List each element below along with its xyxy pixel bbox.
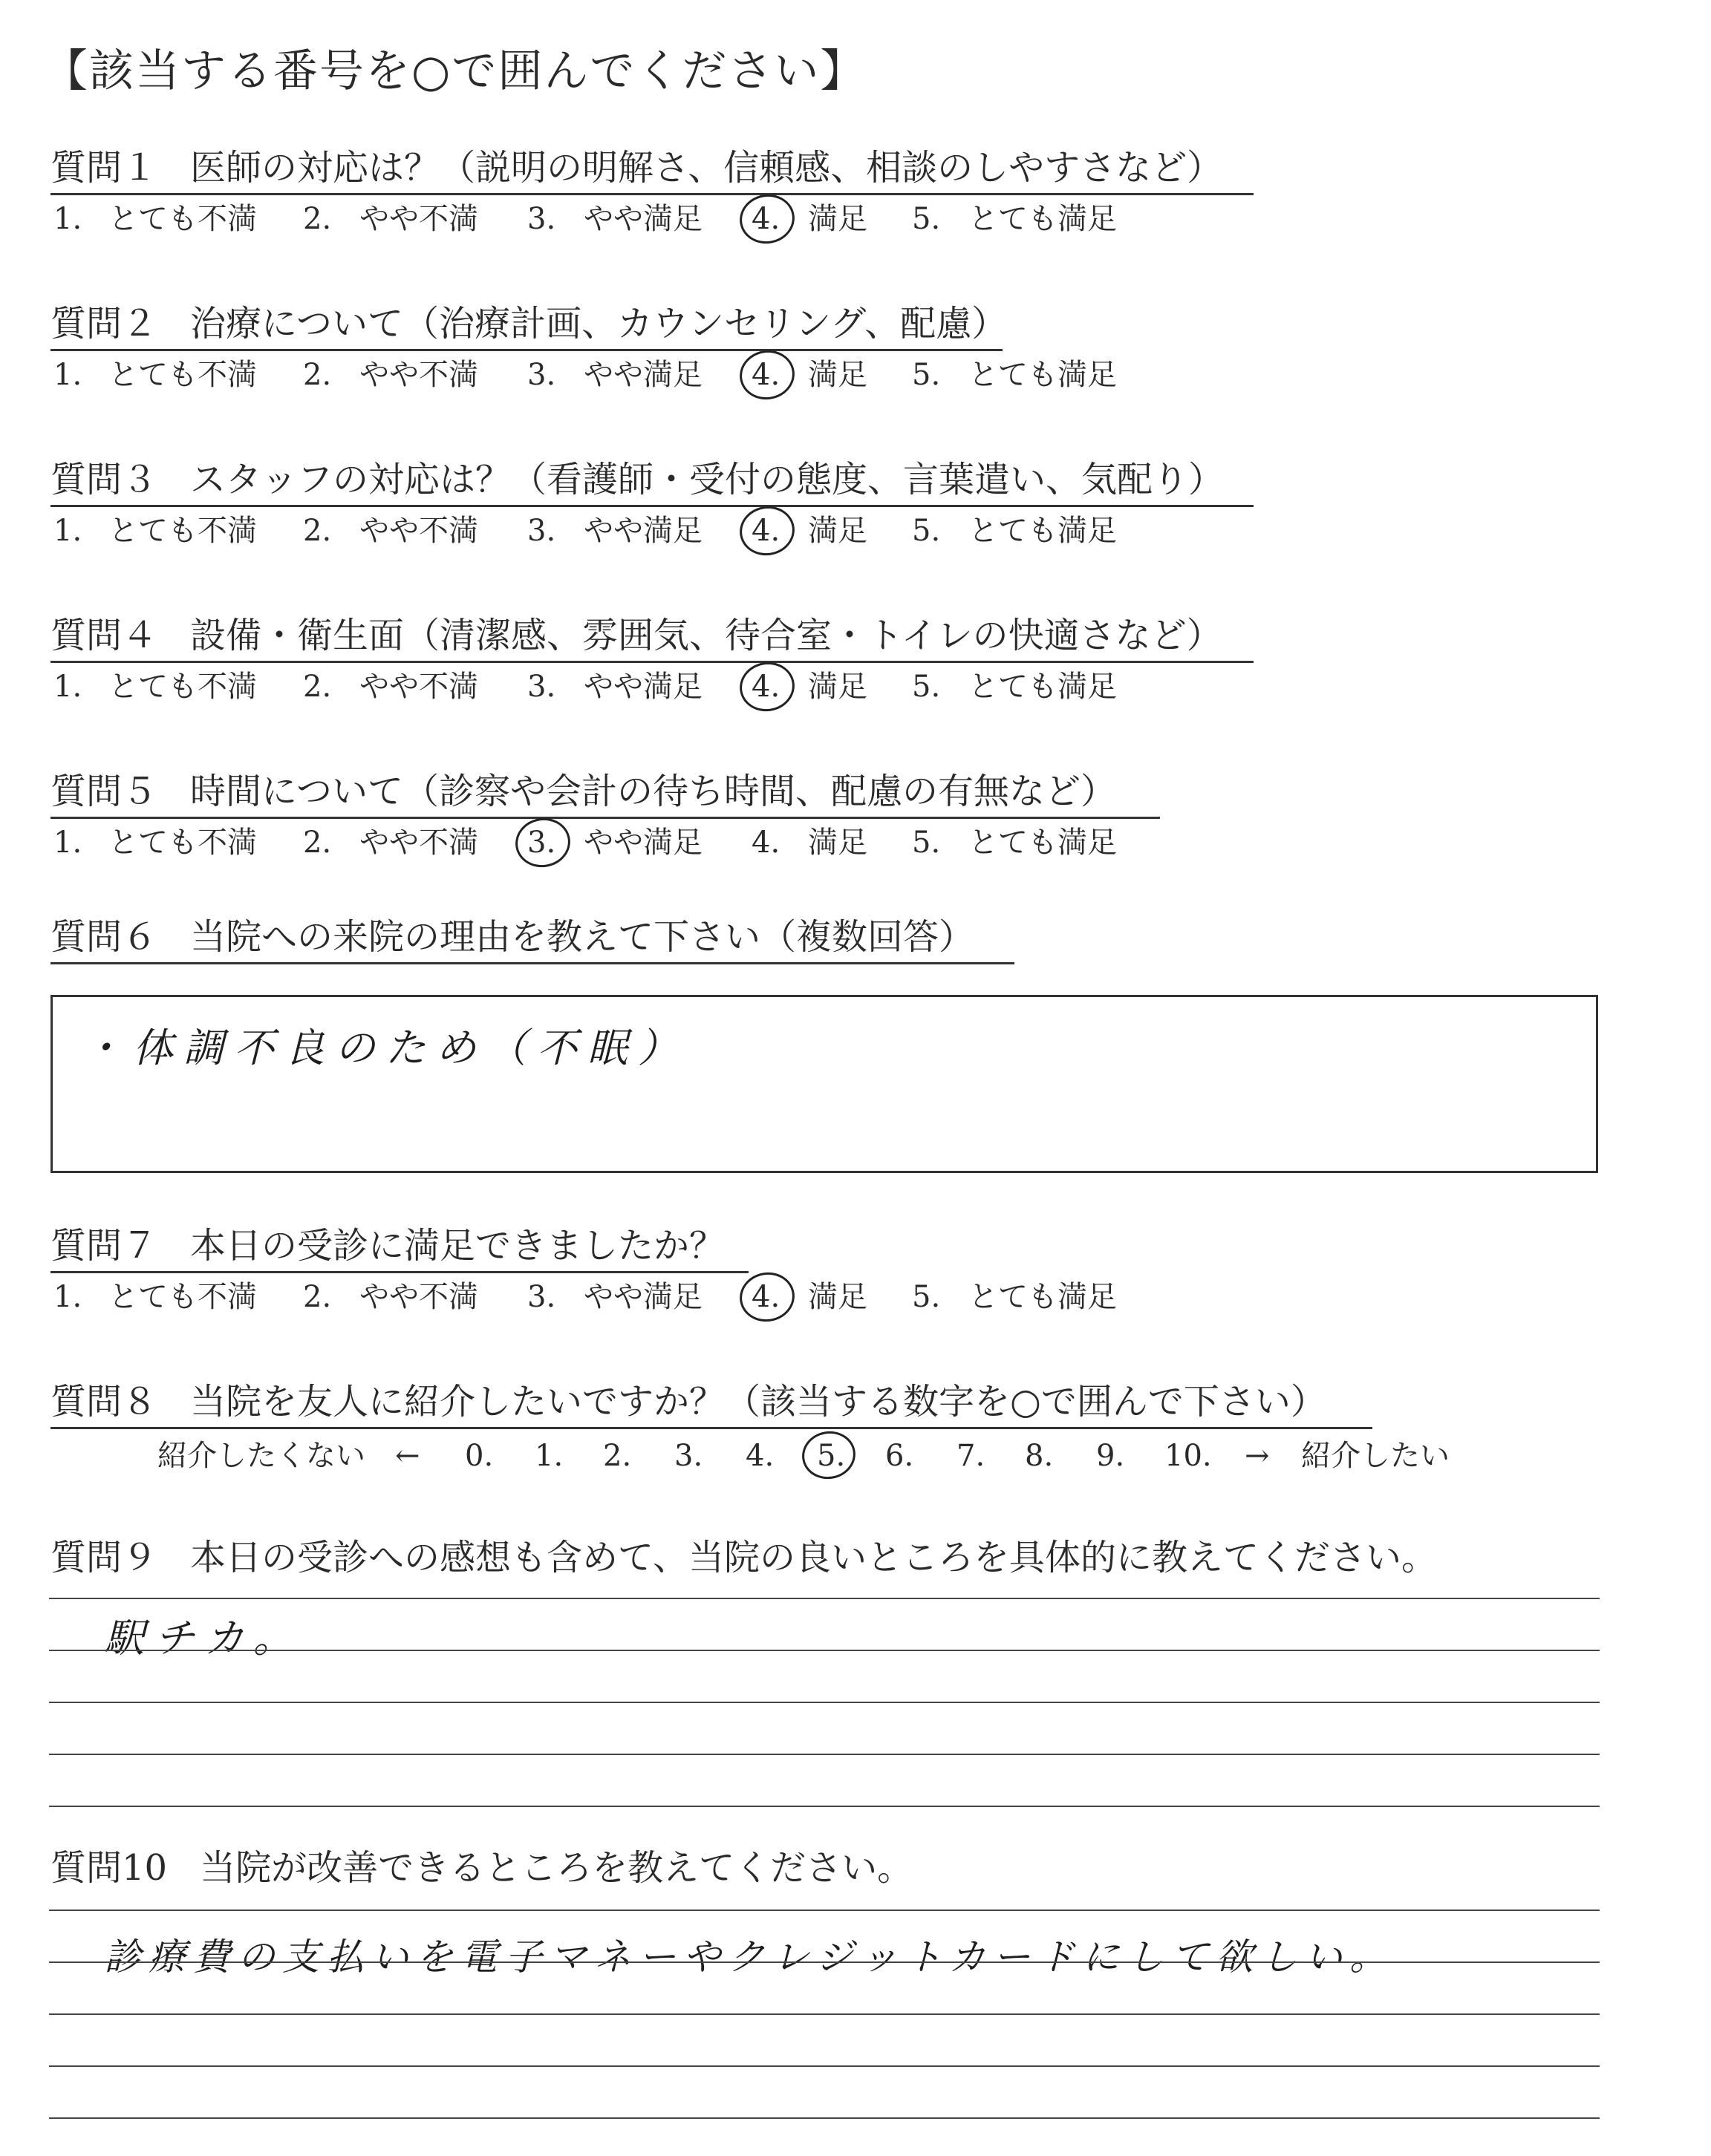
question-6-answer-box[interactable] — [50, 995, 1598, 1173]
question-4-option-number-3[interactable]: 3. — [527, 670, 556, 704]
question-4-selected-circle — [736, 658, 798, 716]
question-6-handwritten-answer: ・体調不良のため（不眠） — [82, 1025, 688, 1071]
question-2-option-label-4.5[interactable]: 満足 — [808, 358, 867, 392]
form-heading: 【該当する番号を○で囲んでください】 — [43, 45, 867, 97]
question-text: 本日の受診に満足できましたか？ — [190, 1225, 726, 1267]
question-7-option-label-2.5[interactable]: やや不満 — [359, 1280, 478, 1314]
question-7-selected-circle — [736, 1268, 798, 1326]
question-1-option-number-3[interactable]: 3. — [527, 202, 556, 236]
question-2-option-number-5[interactable]: 5. — [912, 358, 941, 392]
question-number: 質問８ — [50, 1381, 158, 1422]
question-2-option-label-3.5[interactable]: やや満足 — [584, 358, 703, 392]
question-5-selected-circle — [512, 814, 574, 872]
question-9-title — [50, 1535, 1437, 1580]
question-5-option-number-2[interactable]: 2. — [303, 826, 332, 860]
question-number: 質問４ — [50, 615, 158, 656]
question-1-option-label-4.5[interactable]: 満足 — [808, 202, 867, 236]
question-10-title — [50, 1846, 913, 1890]
question-10-answer-line[interactable] — [49, 2013, 1600, 2015]
question-5-option-number-1[interactable]: 1. — [53, 826, 82, 860]
question-10-answer-line[interactable] — [49, 1961, 1600, 1963]
question-number: 質問６ — [50, 916, 158, 958]
question-4-option-number-5[interactable]: 5. — [912, 670, 941, 704]
question-3-option-label-4.5[interactable]: 満足 — [808, 514, 867, 548]
question-5-option-label-4.5[interactable]: 満足 — [808, 826, 867, 860]
question-1-option-number-2[interactable]: 2. — [303, 202, 332, 236]
question-text: 本日の受診への感想も含めて、当院の良いところを具体的に教えてください。 — [190, 1537, 1438, 1578]
question-5-option-label-5.5[interactable]: とても満足 — [968, 826, 1117, 860]
scale-value-2[interactable]: 2. — [603, 1439, 632, 1473]
question-7-option-label-1.5[interactable]: とても不満 — [108, 1280, 257, 1314]
question-number: 質問10 — [50, 1847, 168, 1889]
question-number: 質問１ — [50, 147, 158, 189]
question-9-answer-line[interactable] — [49, 1702, 1600, 1703]
scale-value-4[interactable]: 4. — [746, 1439, 775, 1473]
question-3-option-label-2.5[interactable]: やや不満 — [359, 514, 478, 548]
scale-value-1[interactable]: 1. — [535, 1439, 564, 1473]
question-3-selected-circle — [736, 502, 798, 560]
question-number: 質問３ — [50, 459, 158, 500]
question-4-option-label-1.5[interactable]: とても不満 — [108, 670, 257, 704]
question-5-title — [50, 769, 1160, 819]
question-7-title — [50, 1224, 749, 1273]
question-2-option-number-1[interactable]: 1. — [53, 358, 82, 392]
question-7-option-number-3[interactable]: 3. — [527, 1280, 556, 1314]
question-2-option-number-4[interactable]: 4. — [752, 358, 780, 392]
scale-left-label: 紹介したくない — [157, 1439, 365, 1473]
question-7-option-number-2[interactable]: 2. — [303, 1280, 332, 1314]
question-number: 質問９ — [50, 1537, 158, 1578]
question-1-option-number-5[interactable]: 5. — [912, 202, 941, 236]
question-4-option-label-5.5[interactable]: とても満足 — [968, 670, 1117, 704]
scale-left-arrow: ← — [395, 1439, 420, 1473]
question-text: 当院への来院の理由を教えて下さい（複数回答） — [190, 916, 975, 958]
question-2-selected-circle — [736, 346, 798, 404]
question-3-option-number-3[interactable]: 3. — [527, 514, 556, 548]
question-2-option-label-2.5[interactable]: やや不満 — [359, 358, 478, 392]
question-2-title — [50, 301, 1008, 351]
question-1-option-label-1.5[interactable]: とても不満 — [108, 202, 257, 236]
scale-right-label: 紹介したい — [1301, 1439, 1450, 1473]
question-5-option-label-1.5[interactable]: とても不満 — [108, 826, 257, 860]
question-5-option-number-4[interactable]: 4. — [752, 826, 780, 860]
question-text: スタッフの対応は？（看護師・受付の態度、言葉遣い、気配り） — [190, 459, 1225, 500]
question-text: 治療について（治療計画、カウンセリング、配慮） — [190, 303, 1008, 344]
question-3-option-number-5[interactable]: 5. — [912, 514, 941, 548]
question-10-handwritten-answer: 診療費の支払いを電子マネーやクレジットカードにして欲しい。 — [104, 1936, 1395, 1979]
question-6-title — [50, 915, 1014, 964]
question-10-answer-line[interactable] — [49, 2117, 1600, 2119]
question-1-option-label-3.5[interactable]: やや満足 — [584, 202, 703, 236]
question-text: 当院を友人に紹介したいですか？（該当する数字を○で囲んで下さい） — [190, 1381, 1326, 1422]
question-4-option-label-2.5[interactable]: やや不満 — [359, 670, 478, 704]
scale-value-8[interactable]: 8. — [1025, 1439, 1054, 1473]
question-text: 時間について（診察や会計の待ち時間、配慮の有無など） — [190, 771, 1117, 812]
question-4-option-number-4[interactable]: 4. — [752, 670, 780, 704]
question-9-answer-line[interactable] — [49, 1806, 1600, 1807]
question-9-handwritten-answer: 駅チカ。 — [104, 1615, 304, 1662]
scale-value-0[interactable]: 0. — [465, 1439, 494, 1473]
question-number: 質問５ — [50, 771, 158, 812]
question-4-option-number-2[interactable]: 2. — [303, 670, 332, 704]
question-3-option-number-1[interactable]: 1. — [53, 514, 82, 548]
question-2-option-label-5.5[interactable]: とても満足 — [968, 358, 1117, 392]
question-1-option-number-1[interactable]: 1. — [53, 202, 82, 236]
question-7-option-label-3.5[interactable]: やや満足 — [584, 1280, 703, 1314]
question-3-option-number-4[interactable]: 4. — [752, 514, 780, 548]
question-3-title — [50, 457, 1254, 507]
question-5-option-number-5[interactable]: 5. — [912, 826, 941, 860]
scale-value-9[interactable]: 9. — [1096, 1439, 1125, 1473]
question-number: 質問７ — [50, 1225, 158, 1267]
question-7-option-label-5.5[interactable]: とても満足 — [968, 1280, 1117, 1314]
question-text: 医師の対応は？（説明の明解さ、信頼感、相談のしやすさなど） — [190, 147, 1223, 189]
scale-right-arrow: → — [1245, 1439, 1270, 1473]
question-1-option-label-5.5[interactable]: とても満足 — [968, 202, 1117, 236]
question-5-option-label-2.5[interactable]: やや不満 — [359, 826, 478, 860]
question-4-option-label-4.5[interactable]: 満足 — [808, 670, 867, 704]
question-3-option-label-5.5[interactable]: とても満足 — [968, 514, 1117, 548]
question-10-answer-line[interactable] — [49, 2065, 1600, 2067]
question-8-title — [50, 1379, 1372, 1429]
scale-value-10[interactable]: 10. — [1164, 1439, 1212, 1473]
question-1-selected-circle — [736, 190, 798, 248]
question-7-option-number-4[interactable]: 4. — [752, 1280, 780, 1314]
scale-value-3[interactable]: 3. — [674, 1439, 703, 1473]
question-text: 設備・衛生面（清潔感、雰囲気、待合室・トイレの快適さなど） — [190, 615, 1222, 656]
question-2-option-label-1.5[interactable]: とても不満 — [108, 358, 257, 392]
question-5-option-label-3.5[interactable]: やや満足 — [584, 826, 703, 860]
question-1-title — [50, 146, 1254, 195]
question-7-option-number-5[interactable]: 5. — [912, 1280, 941, 1314]
question-7-option-number-1[interactable]: 1. — [53, 1280, 82, 1314]
question-7-option-label-4.5[interactable]: 満足 — [808, 1280, 867, 1314]
question-3-option-label-3.5[interactable]: やや満足 — [584, 514, 703, 548]
question-number: 質問２ — [50, 303, 158, 344]
scale-value-6[interactable]: 6. — [885, 1439, 914, 1473]
question-1-option-number-4[interactable]: 4. — [752, 202, 780, 236]
question-9-answer-line[interactable] — [49, 1650, 1600, 1651]
question-3-option-number-2[interactable]: 2. — [303, 514, 332, 548]
question-10-answer-line[interactable] — [49, 1910, 1600, 1911]
question-text: 当院が改善できるところを教えてください。 — [200, 1847, 913, 1889]
question-2-option-number-2[interactable]: 2. — [303, 358, 332, 392]
question-5-option-number-3[interactable]: 3. — [527, 826, 556, 860]
question-9-answer-line[interactable] — [49, 1754, 1600, 1755]
question-8-selected-circle — [798, 1427, 859, 1483]
question-2-option-number-3[interactable]: 3. — [527, 358, 556, 392]
question-4-title — [50, 613, 1254, 663]
scale-value-5[interactable]: 5. — [817, 1439, 846, 1473]
question-3-option-label-1.5[interactable]: とても不満 — [108, 514, 257, 548]
scale-value-7[interactable]: 7. — [956, 1439, 985, 1473]
question-4-option-label-3.5[interactable]: やや満足 — [584, 670, 703, 704]
question-9-answer-line[interactable] — [49, 1598, 1600, 1599]
question-4-option-number-1[interactable]: 1. — [53, 670, 82, 704]
question-1-option-label-2.5[interactable]: やや不満 — [359, 202, 478, 236]
